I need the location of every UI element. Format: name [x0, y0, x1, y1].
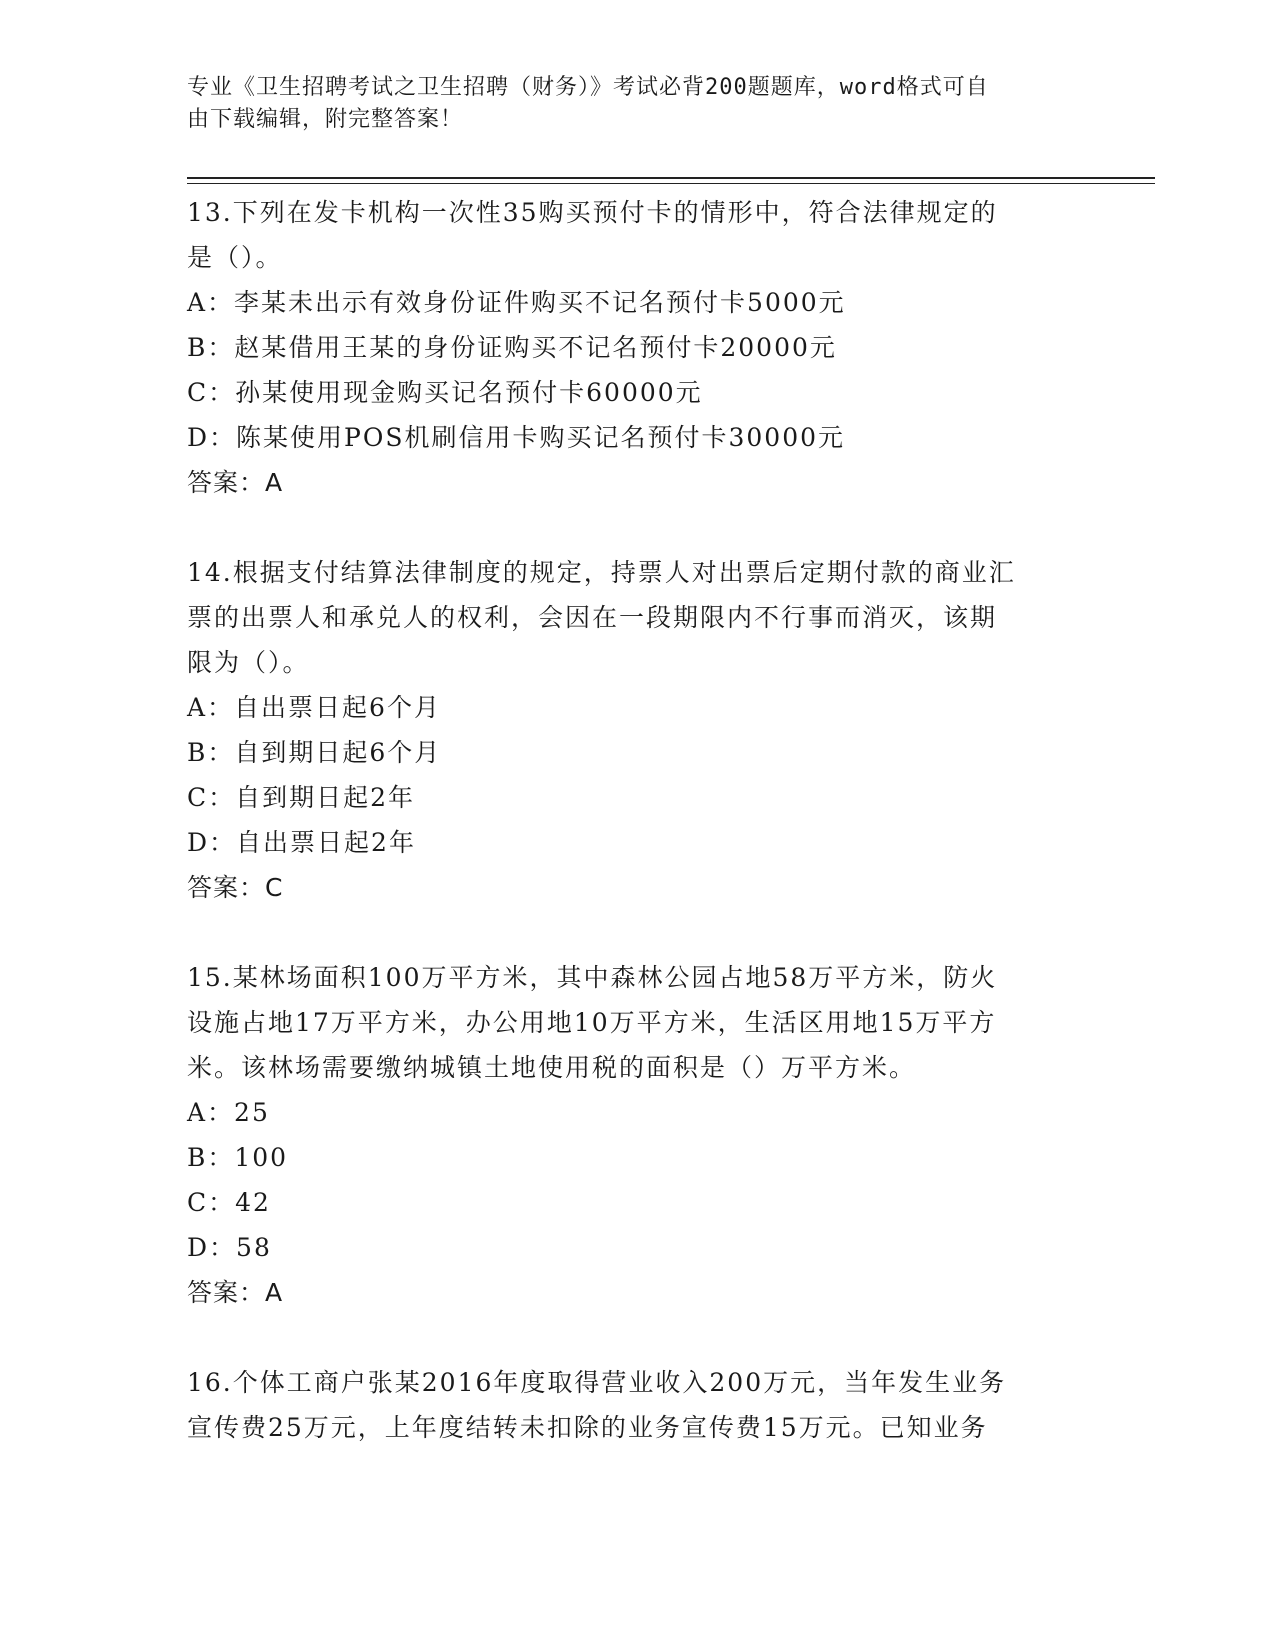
question-stem-line: 15.某林场面积100万平方米，其中森林公园占地58万平方米，防火: [187, 963, 998, 992]
answer-option: A：25: [187, 1098, 270, 1127]
question-block: [187, 550, 1077, 910]
answer-option: D：自出票日起2年: [187, 828, 416, 857]
question-stem-line: 是（）。: [187, 243, 283, 272]
header-divider-thin: [187, 183, 1155, 184]
question-list: [187, 190, 1077, 1495]
header-line-2: 由下载编辑，附完整答案！: [187, 107, 464, 132]
answer-option: B：100: [187, 1143, 289, 1172]
answer-option: D：58: [187, 1233, 272, 1262]
answer-option: A：自出票日起6个月: [187, 693, 441, 722]
header-divider-thick: [187, 177, 1155, 179]
question-stem-line: 票的出票人和承兑人的权利，会因在一段期限内不行事而消灭，该期: [187, 603, 998, 632]
question-stem-line: 设施占地17万平方米，办公用地10万平方米，生活区用地15万平方: [187, 1008, 997, 1037]
document-header: [187, 72, 1067, 136]
question-stem-line: 13.下列在发卡机构一次性35购买预付卡的情形中，符合法律规定的: [187, 198, 998, 227]
answer-key: 答案：C: [187, 873, 284, 902]
answer-option: C：孙某使用现金购买记名预付卡60000元: [187, 378, 703, 407]
answer-option: B：自到期日起6个月: [187, 738, 442, 767]
answer-key: 答案：A: [187, 468, 284, 497]
question-stem-line: 宣传费25万元，上年度结转未扣除的业务宣传费15万元。已知业务: [187, 1413, 988, 1442]
answer-option: B：赵某借用王某的身份证购买不记名预付卡20000元: [187, 333, 837, 362]
question-stem-line: 米。该林场需要缴纳城镇土地使用税的面积是（）万平方米。: [187, 1053, 917, 1082]
question-block: [187, 190, 1077, 505]
header-line-1: 专业《卫生招聘考试之卫生招聘（财务）》考试必背200题题库，word格式可自: [187, 75, 989, 100]
answer-option: D：陈某使用POS机刷信用卡购买记名预付卡30000元: [187, 423, 846, 452]
question-stem-line: 限为（）。: [187, 648, 310, 677]
answer-option: A：李某未出示有效身份证件购买不记名预付卡5000元: [187, 288, 846, 317]
question-block: [187, 1360, 1077, 1450]
answer-option: C：42: [187, 1188, 271, 1217]
question-stem-line: 16.个体工商户张某2016年度取得营业收入200万元，当年发生业务: [187, 1368, 1007, 1397]
question-block: [187, 955, 1077, 1315]
answer-option: C：自到期日起2年: [187, 783, 416, 812]
question-stem-line: 14.根据支付结算法律制度的规定，持票人对出票后定期付款的商业汇: [187, 558, 1016, 587]
answer-key: 答案：A: [187, 1278, 284, 1307]
